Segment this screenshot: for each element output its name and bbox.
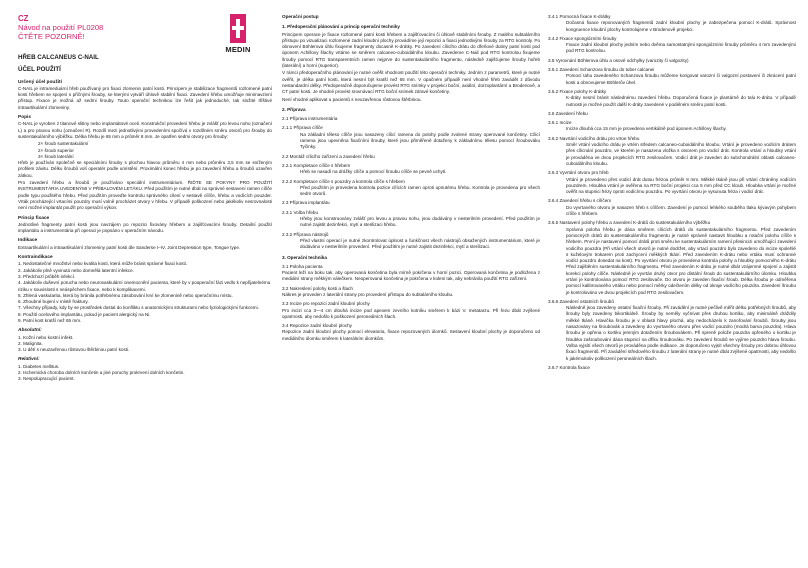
para-3-5-1: Pomocí tahu zavedeného Schanzova šroubu můžeme korigovat varozní či valgozní postavení či zkrácení patní kosti a obnovujeme Böhlerův úhel. — [566, 73, 796, 85]
heading-3-6: 3.6 Zavedení hřebu — [548, 110, 588, 116]
heading-3-4-1: 3.4.1 Pomocná fixace K-drátky — [548, 14, 611, 19]
list-item: 2. Jakákoliv plně vyvinutá nebo domnělá latentní infekce. — [18, 267, 134, 273]
heading-2-2-1: 2.2.1 Kompletace cílíče s hřebem — [282, 162, 351, 168]
list-item: 7. Všechny případy, kdy by se prostředek dostal do konfliktu s anatomickými strukturami nebo fyziologickými funkcemi. — [18, 305, 259, 311]
list-item: 6. Zhoubné bujení v místě fraktury. — [18, 299, 89, 305]
heading-3-6-3: 3.6.3 Vyvrtání otvoru pro hřeb — [548, 170, 609, 176]
para-princip: Jednotlivé fragmenty patní kosti jsou navzájem po repozici fixovány hřebem a zajišťovacími šrouby. Detailní použití implantátu a instrumentária při operaci je popsáno v operačním návodu. — [18, 221, 272, 234]
heading-2-3-1: 2.3.1 Volba hřebu — [282, 209, 319, 215]
kontra-list — [18, 261, 272, 324]
para-3: Není vhodné aplikovat u pacientů s neuzavřenou růstovou štěrbinou. — [282, 96, 422, 102]
section-title: ÚČEL POUŽITÍ — [18, 66, 61, 74]
list-item: 2× šroub sustentakulární — [38, 141, 89, 147]
read-carefully: ČTĚTE POZORNĚ! — [18, 32, 85, 41]
para-3-4-1: Dočasná fixace reponovaných fragmentů zadní kloubní plochy je zabezpečena pomocí K-drátů. Správnost kongruence kloubní plochy kontrolujeme v Brodenově projekci. — [566, 20, 796, 32]
heading-relativni: Relativní: — [18, 357, 40, 363]
para-3-2: Nákres je proveden z laterální strany pro provedení přístupu do subtalárního kloubu. — [282, 291, 454, 297]
para-indikace: Extraartikulární a intraartikulární zlomeniny patní kosti dle Sanderse I–IV, Joint Depression type, Tongue type. — [18, 244, 241, 250]
para-2-2-1: Hřeb se nasadí na drážky cílíče a pomocí šroubu cílíče se pevně uchytí. — [300, 169, 447, 175]
list-item: 2. Malignita. — [18, 340, 43, 346]
list-item: 1. Kožní nebo kostní infekt. — [18, 334, 74, 340]
list-item: 2. Ischemická choroba dolních končetin a jiné poruchy prokrvení dolních končetin. — [18, 370, 185, 376]
para-sroub: Hřeb je používán společně se speciálními šrouby s plochou hlavou průměru 4 mm nebo průměru 3,5 mm se sníženým profilem závitu. Délku šroubů volí operatér podle umístění. Proximální konec hřebu je po zavedení hřebu a šroubů uzavřen zátkou. — [18, 160, 272, 178]
list-item: 3. Nespolupracující pacient. — [18, 376, 75, 382]
para-1: Principem operace je fixace rozlomené patní kosti hřebem a zajišťovacími či úhlově stabilními šrouby. Z malého subtalárního přístupu po vizualizaci rozlomené zadní kloubní plochy provádíme její repozici a fixaci jednotlivými šrouby za RTG kontroly. Po obnovení Böhlerova úhlu fixujeme fragmenty docasně K-drátky. Po zavedení cílicího drátu do dřeňové dutiny patní kosti pod úponem Achillovy šlachy vrtáme se směrem calcaneo-cuboidálního kloubu. Zavedeme C-Nail pod RTG kontrolou fixujeme šrouby pomocí RTG transparentních ramen nejprve do sustentakulárního fragmentu, následně zajišťujeme šrouby hořeb (laterální) a horní (superior). — [282, 31, 540, 69]
heading-kontraindikace: Kontraindikace — [18, 255, 53, 261]
para-urceni: C-NAIL je intrameduární hřeb používaný pro fixaci zlomenin patní kosti. Principem je stabilizace fragmentů rozlomené patní kosti hřebem se spojení s přičnými šrouby, se kterými vytváří úhlově stabilní fixaci. Zavedení hřebu umožňuje minimavzivní přístup. Fixace je možná až sedmi šrouby. Touto operační technikou lze řešit jak jednoduché, tak složité tříštivé intraartikulární zlomeniny. — [18, 85, 272, 110]
heading-1: 1. Předoperační plánování a princip operační techniky — [282, 24, 400, 30]
heading-2-1: 2.1 Příprava instrumentária — [282, 116, 338, 122]
heading-3-4-2: 3.4.2 Fixace spongiózními šrouby — [548, 35, 617, 41]
list-item: 4. Jakákoliv duševní porucha nebo neurovaskulární onemocnění pacienta, které by v pooperační fázi vedlo k nepřijatelnému riziku v souvislosti s neúspěchem fixace, nebo k komplikacemi. — [18, 280, 271, 292]
para-2-3-2: Před vlastní operací je nutné zkontrolovat úplnost a funkčnost všech nástrojů obsažených instrumentárium, které je dodáváno v nesterilním provedení. Před použitím je nutné zajistit dezinfekci, mytí a sterilizaci. — [300, 237, 540, 250]
heading-2-2-2: 2.2.2 Kompletace cílíče s pouzdry a kontrola cílíče s hřebem — [282, 178, 405, 184]
para-3-4: Repozice zadní kloubní plochy pomocí elevatoria, fixace repozovaných úlomků. Sestavení kloubní plochy je doporučeno od mediálního úlomku směrem k laterálním úlomkům. — [282, 329, 540, 341]
rel-list — [18, 364, 272, 383]
list-item: 8. Použití ocelového implantátu, pokud je pacient alergický na Ni. — [18, 311, 151, 317]
heading-3-6-6: 3.6.6 Zavedení ostatních šroubů — [548, 298, 614, 304]
heading-2-3: 2.3 Příprava implantátu — [282, 200, 330, 206]
list-item: 3. Předchozí průběh infekcí. — [18, 273, 76, 279]
heading-2: 2. Příprava — [282, 106, 306, 112]
list-item: 2× šroub superior — [38, 147, 74, 153]
para-3-6-6: Následně jsou zavedeny ostatní fixační šrouby. Při zavádění je nutné pečlivě měřit délku potřebných šroubů, aby šrouby byly zavedeny bikortikálně. Šrouby by neměly vyčnívat přes druhou kortiku, aby minimálně dráždily měkké tkáně. Hlavička šroubu je v oblasti hlavy plochá, aby nedocházelo k zanořování šroubů. Šrouby jsou nasazovány na šroubovák a zavedeny do vyvrtaného otvoru přes vodící pouzdro (modrá barva pouzdra). Hlava šroubu je opřena o kortiku jemným dotažením šroubovákem. Při spreně polože pouzdra opřeného o kortiku je hloubka zašroubování dána stupnicí na dříku šroubováku. Po zavedení šroubů se vyjíme pouzdro hlava šroubu. Volba vyjsítí všech otvorů je prováděna podle indikace. Je doporučeno vyjsít všechny šrouby pro dobrou úhlovou fixaci fragmentů. Při zavádění středového šroubu z laterální strany je nutné dbát zvýšené opatrnosti, aby nedošlo k jakémukoliv poškození peroneálních šlach. — [566, 305, 796, 361]
list-item: 5. Zhlená vaskularita, která by bránila potřebnému zásobování krví ke zlomenině nebo operačnímu místu. — [18, 292, 233, 298]
heading-3-6-1: 3.6.1 Incize — [548, 120, 572, 126]
para-popis: C-NAIL je vyroben z titanové slitiny nebo implantátové oceli. Konstrukční provedení hřebu je zvlášť pro levou nohu (označení L) a pro pravou nohu (označení R). Rozdíl mezi jednotlivými provedeními spočívá v rozdílném směru otvorů pro šrouby do sustentakulárního výběžku. Délka hřebu je 65 mm a průměr 8 mm. Je opatřen sedmi otvory pro šrouby: — [18, 121, 272, 139]
heading-2-2: 2.2 Montáž cílicího zařízení a zavedení hřebu — [282, 153, 375, 159]
heading-2-3-2: 2.3.2 Příprava nástrojů — [282, 231, 329, 237]
heading-3-2: 3.2 Nakreslení polohy kosti a šlach — [282, 285, 353, 291]
heading-absolutni: Absolutní: — [18, 328, 42, 334]
column-1 — [18, 14, 272, 564]
heading-3-3: 3.3 Incize pro repozici zadní kloubní plochy — [282, 301, 370, 307]
heading-3-6-7: 3.6.7 Kontrola fixace — [548, 364, 590, 370]
para-3-6-5: Správná poloha hřebu je dána směrem cílicích drátů do sustentakulárního fragmentu. Před zavedením pomocných drátů do sustentakulárního fragmentu je nutné správně nastavit hloubku a rotační polohu cílíče s hřebem. První je nastavení pomocí drátů proti směru ke sustentakulárním ramení přesincizi umožňující zavedení vodicího pouzdra (Při vrtání všech otvorů je nutné dodržet, aby vrtací pouzdro bylo zavedeno do incize spolehlé s kuželovým trokarem proti zachycení měkkých tkání. Před zavedením K-drátu nebo vrtáku musí ochranné vodící pouzdro dosedat na kost). Po vyvrtání otvoru je provedena kontrola polohy a hloubky pomocného K-drátu Před zajištěním sustentakulárního fragmentu. Před zavedením K-drátu je nutné dbát vzájemné spojení a zajistit korekci polohy cílíče. Následně je vyvrtán druhý otvor pro distální šroub do sustentakulárního úlomku. Hloubka vrtání je kontrolována pomocí RTG zesilovače. Do otvoru je zaveden fixační šroub. Délka šroubu je odměřena pomocí kalibrovaného vrtáku nebo pomocí měrky odečtením délky od okraje vodícího pouzdra. Zavedení šroubu je kontrolováno ve dvou projekcích pod RTG zesilovačem. — [566, 226, 796, 295]
holes-list — [18, 141, 272, 160]
lang-code: CZ — [18, 14, 29, 23]
abs-list — [18, 335, 272, 354]
heading-3-1: 3.1 Poloha pacienta — [282, 263, 323, 269]
heading-3: 3. Operační technika — [282, 254, 327, 260]
column-2 — [282, 14, 540, 564]
heading-indikace: Indikace — [18, 238, 38, 244]
heading-3-4: 3.4 Repozice zadní kloubní plochy — [282, 323, 352, 329]
para-3-6-2: Směr vrtání vodicího drátu je vrtém středem calcaneo-cuboidálního kloubu. Vrtání je provedeno vodícím drátem přes cílicnání pouzdro, ve kterém je nasazena vložka s otvorem pro vodicí drát. Kontrola vrtání a hloubky vrtání je prováděna ve dvou projekcích RTG zesilovačem. Vodicí drát je zaveden do subchondrální oblasti calcaneo-cuboidálního kloubu. — [566, 142, 796, 166]
heading-3-5-1: 3.5.1 Zavedení Schanzova šroubu do tuber calcanei — [548, 67, 655, 73]
heading-3-5-2: 3.5.2 Fixace polohy K-drátky — [548, 88, 607, 94]
doc-code: Návod na použití PL0208 — [18, 23, 104, 32]
para-3-6-4: Do vyvrtaného otvoru je nasazen hřeb s cílíčem. Zavedení je pomocí lehkého souběho tlaku kývavým pohybem cílíče s hřebem. — [566, 204, 796, 217]
logo-text: MEDIN — [225, 45, 251, 54]
para-3-1: Pacient leží na boku tak, aby operovaná končetina byla mírně pokrčena v horní pozici. Operovaná končetina je podložena z mediální strany měkkým válečkem. Neoperovaná končetina je pokrčena v koleni tak, aby nebránila použití RTG zařízení. — [282, 270, 540, 282]
para-3-6-3: Vrtání je provedeno přes vodicí drát dutou frézou průměr 8 mm. Měkké tkáně jsou při vrtání chráněny vodícím pouzdrem. Hloubka vrtání je ověřena na RTG boční projekci cca 5 mm před CC kloub. Hloubka vrtání je možné ověřit na stupnici frézy oproti vodícímu pouzdru. Po vyvrtání otvoru je vysunuta fréza i vodicí drát. — [566, 176, 796, 195]
para-2-3-1: Hřeby jsou konstruovány zvlášť pro levou a pravou nohu, jsou dodávány v nesterilním provedení. Před použitím je nutné zajistit dezinfekci, mytí a sterilizaci hřebu. — [300, 216, 540, 228]
list-item: 1. Nedostatečné množství nebo kvalita kosti, která může bránit správné fixaci kosti. — [18, 261, 188, 267]
list-item: 1. Diabetes mellitus. — [18, 363, 60, 369]
column-3 — [548, 14, 796, 564]
list-item: 3× šroub laterální — [38, 153, 74, 159]
heading-3-6-4: 3.6.4 Zavedení hřebu s cílíčem — [548, 198, 612, 204]
heading-popis: Popis — [18, 115, 32, 121]
para-3-6-1: Incize dlouhá cca 15 mm je provedena vertikálně pod úponem Achillovy šlachy. — [566, 126, 727, 132]
list-item: 3. U dětí s neuzavřenou růstovou štěrbinou patní kosti. — [18, 347, 130, 353]
heading-3-6-2: 3.6.2 Navrtání vodicího drátu pro vrtoe hřebu — [548, 135, 640, 141]
heading-operacni-postup: Operační postup — [282, 14, 319, 19]
heading-3-6-5: 3.6.5 Nastavení polohy hřebu a zavedení K-drátů do sustentakulárního výběžku — [548, 220, 711, 226]
list-item: 9. Patní kost kratší než 65 mm. — [18, 317, 82, 323]
product-title: HŘEB CALCANEUS C-NAIL — [18, 54, 99, 61]
para-3-5-2: K-dráty nesmí bránit následnému zavedení hřebu. Doporučená fixace je plantárně do talu K-drátu. V případě nutnosti je možné použít další K-dráty zavedené v podélném směru patní kosti. — [566, 95, 796, 107]
para-2: V rámci předoperačního plánování je nutné ověřit vhodnost použití této operační techniky. Jedním z parametrů, které je nutné ověřit, je délka patní kosti, která nesmí být kratší než 65 mm. V opačném případě není vhodné hřeb zavádět z důvodu nestandardní délky. Předoperačně doporučujeme provést RTG snímky v projekci boční, axiální, dorzoplantární a Brodenově, a CT patní kosti. Je vhodné provést srovnávací RTG boční snímek zdravé končetiny. — [282, 70, 540, 95]
heading-3-5: 3.5 Vyrovnání Böhlerova úhlu a osové odchylky (varozity či valgozity) — [548, 57, 689, 63]
para-instr: Pro zavedení hřebu a šroubů je používáno speciální instrumentárium. ŘIĎTE SE POKYNY PRO POUŽITÍ INSTRUMENTÁRIA UVEDENÝMI V PŘÍBALOVÉM LETÁKU. Před použitím je nutné dbát na správné sestavení ramen cílíče podle typu použitého hřebu. Před použitím proveďte kontrolu správného cílení v sestavě cílíče, hřebu a vodících pouzder. Vrták procházející vrtacími pouzdry musí volně procházet otvory v hřebu. V případě poškození nebo jakékoliv nesrovnalosti není možné implantát použít pro operační výkon. — [18, 180, 272, 211]
heading-2-1-1: 2.1.1 Příprava cílíče — [282, 125, 323, 131]
para-2-1-1: Na základní těleso cílíče jsou nasazeny cílicí ramena do polohy podle zvolené strany operované končetiny. Cílicí ramena jsou upevněna fixačními šrouby, které jsou přiměřeně dotaženy k základnímu tělesu pomocí šroubováku Tyčinky. — [300, 131, 540, 150]
heading-urceni: Určený účel použití — [18, 79, 62, 85]
heading-princip: Princip fixace — [18, 215, 50, 221]
para-3-3: Pro incizi cca 3—4 cm dlouhá incize pod apexem zevního kotníku směrem k bázi V. metatarzu. Při řezu dbát zvýšené opatrnosti, aby nedošlo k poškození peroneálních šlach. — [282, 307, 540, 319]
para-2-2-2: Před použitím je provedena kontrola pozice cílících ramen oproti upnutému hřebu. Kontrola je provedena pro všech sedm otvorů. — [300, 184, 540, 197]
para-3-4-2: Fixace zadní kloubní plochy jedním nebo dvěma samostatnými spongiózními šrouby průměru 4 mm zavedenými pod RTG kontrolou. — [566, 42, 796, 54]
